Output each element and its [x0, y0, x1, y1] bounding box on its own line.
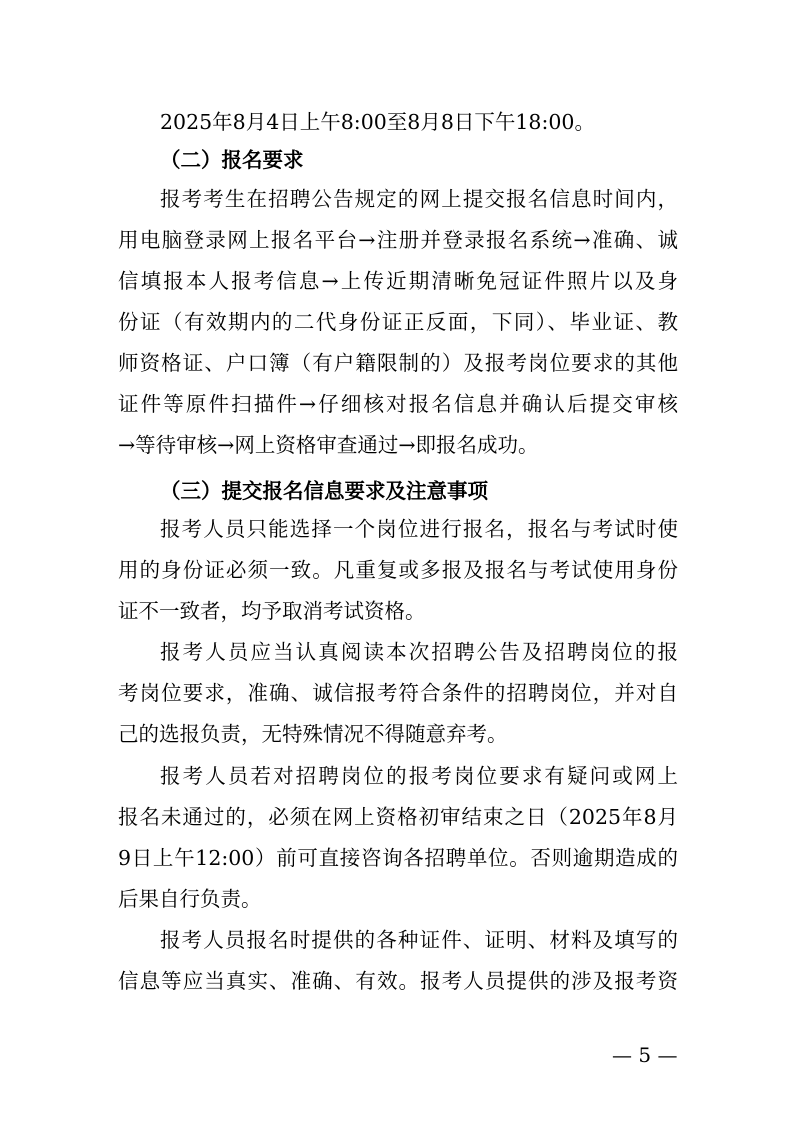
page-number: — 5 —: [612, 1043, 678, 1067]
paragraph-line: 证不一致者，均予取消考试资格。: [118, 599, 426, 623]
paragraph-line: 份证（有效期内的二代身份证正反面，下同）、毕业证、教: [118, 310, 678, 334]
paragraph-line: 己的选报负责，无特殊情况不得随意弃考。: [118, 722, 508, 746]
section-2-heading: （二）报名要求: [160, 148, 304, 172]
section-3-heading: （三）提交报名信息要求及注意事项: [160, 479, 488, 503]
paragraph-line: 9日上午12:00）前可直接咨询各招聘单位。否则逾期造成的: [118, 846, 678, 870]
paragraph-line: 信填报本人报考信息→上传近期清晰免冠证件照片以及身: [118, 269, 678, 293]
paragraph-line: 证件等原件扫描件→仔细核对报名信息并确认后提交审核: [118, 392, 678, 416]
paragraph-line: 用的身份证必须一致。凡重复或多报及报名与考试使用身份: [118, 558, 678, 582]
paragraph-line: 报考人员报名时提供的各种证件、证明、材料及填写的: [160, 928, 678, 952]
paragraph-line: 报考人员只能选择一个岗位进行报名，报名与考试时使: [160, 517, 678, 541]
paragraph-line: →等待审核→网上资格审查通过→即报名成功。: [118, 433, 539, 457]
paragraph-line: 师资格证、户口簿（有户籍限制的）及报考岗位要求的其他: [118, 351, 678, 375]
paragraph-line: 信息等应当真实、准确、有效。报考人员提供的涉及报考资: [118, 969, 678, 993]
paragraph-line: 报考人员若对招聘岗位的报考岗位要求有疑问或网上: [160, 764, 678, 788]
paragraph-line: 报考考生在招聘公告规定的网上提交报名信息时间内，: [160, 187, 678, 211]
paragraph-line: 报名未通过的，必须在网上资格初审结束之日（2025年8月: [118, 805, 678, 829]
date-line: 2025年8月4日上午8:00至8月8日下午18:00。: [160, 110, 595, 134]
paragraph-line: 考岗位要求，准确、诚信报考符合条件的招聘岗位，并对自: [118, 681, 678, 705]
paragraph-line: 用电脑登录网上报名平台→注册并登录报名系统→准确、诚: [118, 228, 678, 252]
paragraph-line: 后果自行负责。: [118, 887, 262, 911]
paragraph-line: 报考人员应当认真阅读本次招聘公告及招聘岗位的报: [160, 640, 678, 664]
